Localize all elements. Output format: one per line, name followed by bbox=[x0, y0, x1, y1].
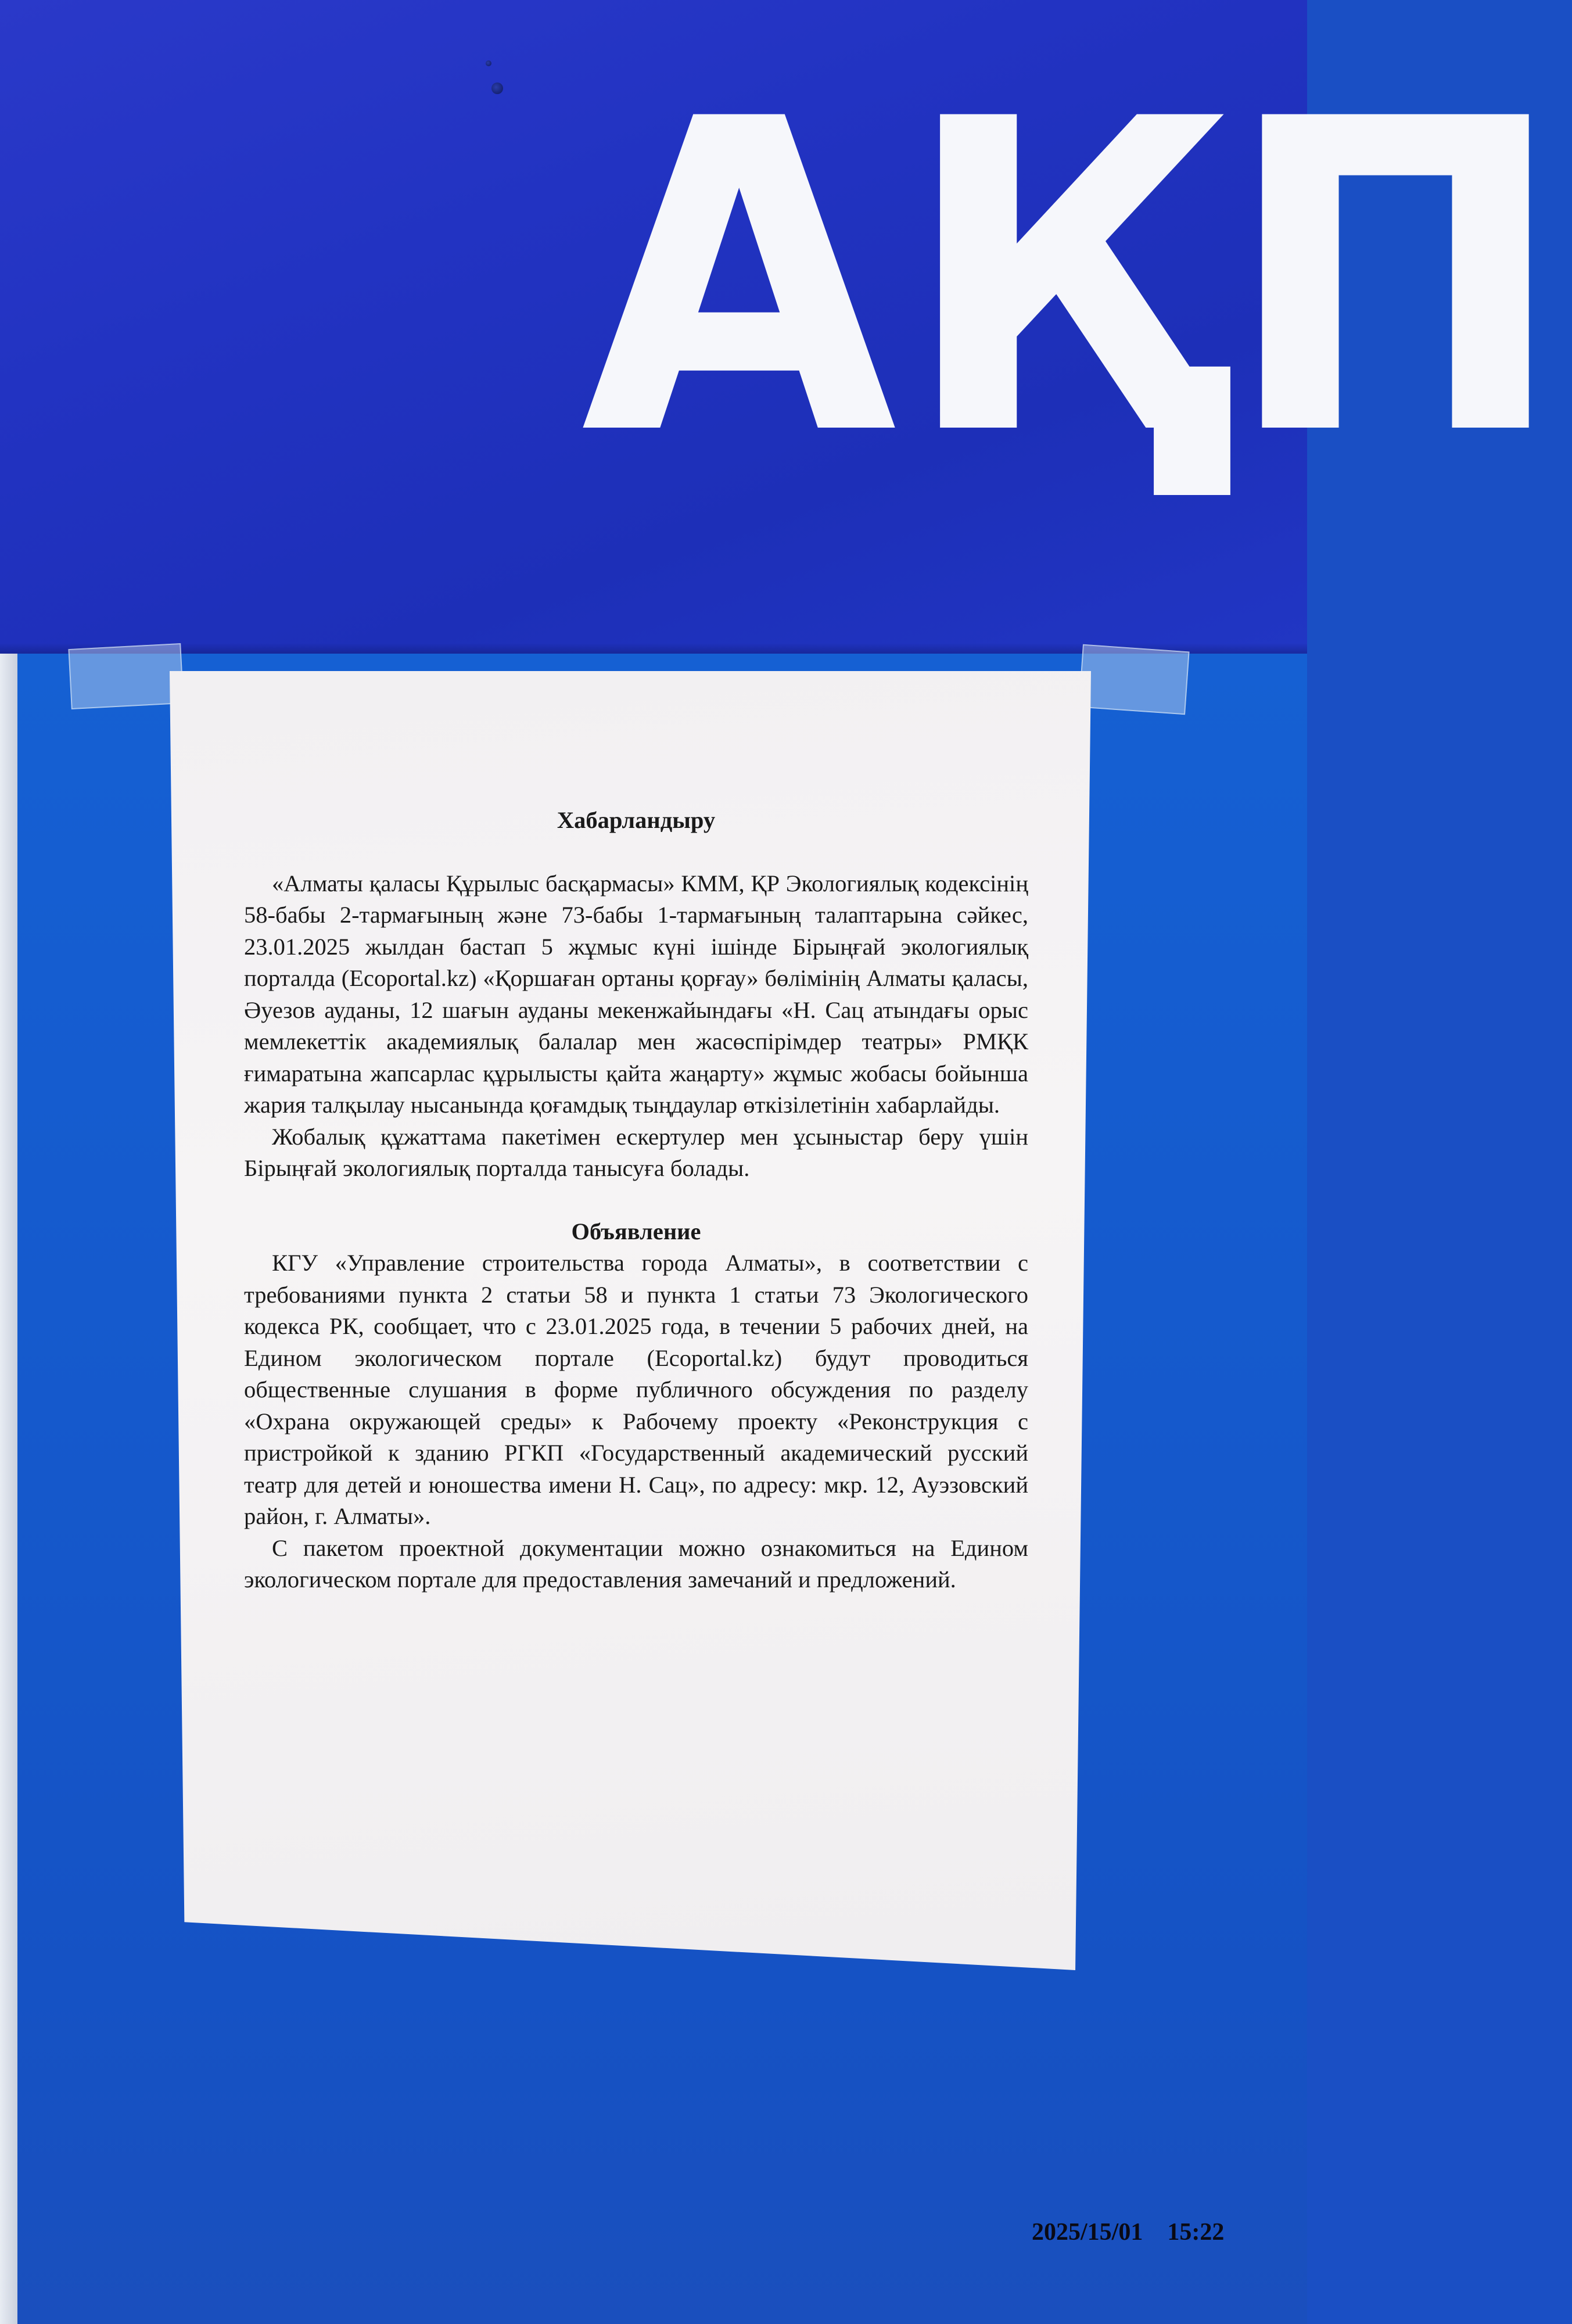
spacer bbox=[244, 1185, 1028, 1216]
blue-sign-panel bbox=[0, 0, 1572, 654]
ru-notice-paragraph: С пакетом проектной документации можно ознакомиться на Едином экологическом портале для предоставления замечаний и предложений. bbox=[244, 1534, 1028, 1593]
tape-strip-right bbox=[1078, 644, 1189, 715]
kz-notice-paragraph: Жобалық құжаттама пакетімен ескертулер мен ұсыныстар беру үшін Бірыңғай экологиялық порталда танысуға болады. bbox=[244, 1123, 1028, 1181]
tape-strip-left bbox=[68, 643, 184, 709]
screw bbox=[486, 60, 491, 66]
sign-lettering: АҚП bbox=[581, 28, 1572, 529]
kz-notice-paragraph: «Алматы қаласы Құрылыс басқармасы» КММ, ҚР Экологиялық кодексінің 58-бабы 2-тармағының және 73-бабы 1-тармағының талаптарына сәйкес, 23.01.2025 жылдан бастап 5 жұмыс күні ішінде Бірыңғай экологиялық порталда (Ecoportal.kz) «Қоршаған ортаны қорғау» бөлімінің Алматы қаласы, Әуезов ауданы, 12 шағын ауданы мекенжайындағы «Н. Сац атындағы орыс мемлекеттік академиялық балалар мен жасөспірімдер театры» РМҚК ғимаратына жапсарлас құрылысты қайта жаңарту» жұмыс жобасы бойынша жария талқылау нысанында қоғамдық тыңдаулар өткізілетінін хабарлайды. bbox=[244, 870, 1028, 1118]
photo-timestamp: 2025/15/01 15:22 bbox=[1032, 2219, 1225, 2246]
ru-notice-paragraph: КГУ «Управление строительства города Алматы», в соответствии с требованиями пункта 2 статьи 58 и пункта 1 статьи 73 Экологического кодекса РК, сообщает, что с 23.01.2025 года, в течении 5 рабочих дней, на Едином экологическом портале (Ecoportal.kz) будут проводиться общественные слушания в форме публичного обсуждения по разделу «Охрана окружающей среды» к Рабочему проекту «Реконструкция с пристройкой к зданию РГКП «Государственный академический русский театр для детей и юношества имени Н. Сац», по адресу: мкр. 12, Ауэзовский район, г. Алматы». bbox=[244, 1250, 1028, 1529]
kz-notice-title: Хабарландыру bbox=[557, 807, 716, 833]
screw bbox=[491, 83, 503, 94]
notice-text bbox=[244, 805, 1028, 1596]
ru-notice-title: Объявление bbox=[571, 1218, 701, 1245]
wall-edge bbox=[0, 651, 17, 2324]
